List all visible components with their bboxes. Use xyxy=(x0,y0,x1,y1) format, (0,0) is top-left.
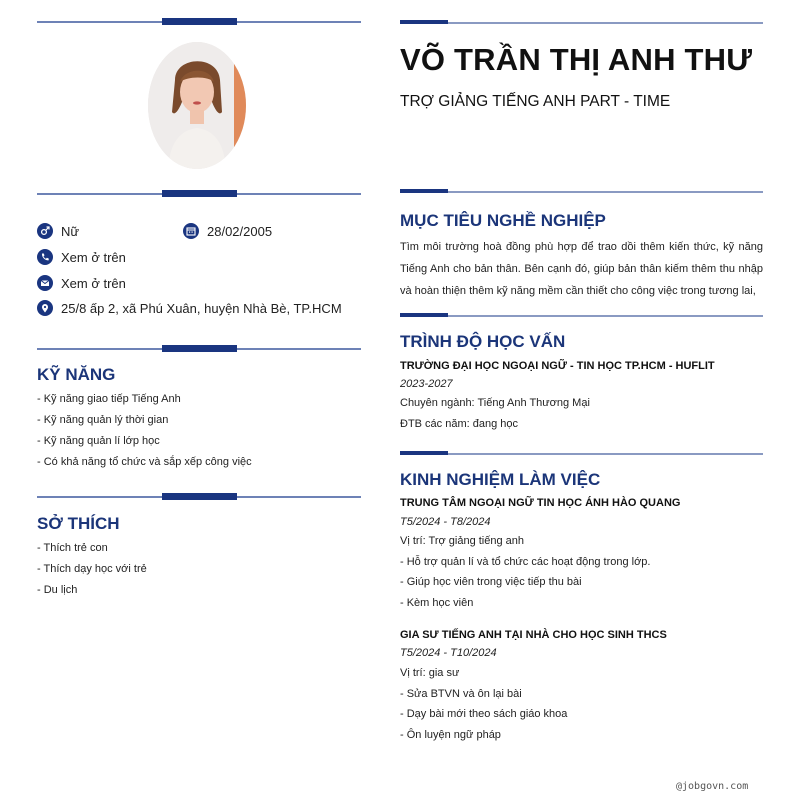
phone-row xyxy=(37,249,126,265)
job-period: T5/2024 - T10/2024 xyxy=(400,647,497,659)
objective-text: Tìm môi trường hoà đồng phù hợp để trao dồi thêm kiến thức, kỹ năng Tiếng Anh cho bản thân. Bên cạnh đó, giúp bản thân kiếm thêm thu nhập và hoàn thiện thêm kỹ năng mềm cần thiết cho công việc trong tương lai, xyxy=(400,241,763,297)
birthday-text: 28/02/2005 xyxy=(207,223,273,239)
school-name: TRƯỜNG ĐẠI HỌC NGOẠI NGỮ - TIN HỌC TP.HCM - HUFLIT xyxy=(400,360,715,372)
calendar-icon xyxy=(183,223,199,239)
address-text: 25/8 ấp 2, xã Phú Xuân, huyện Nhà Bè, TP.HCM xyxy=(61,300,342,316)
gender-row xyxy=(37,223,79,239)
email-icon xyxy=(37,275,53,291)
job-company: TRUNG TÂM NGOẠI NGỮ TIN HỌC ÁNH HÀO QUANG xyxy=(400,497,681,509)
education-divider xyxy=(400,313,763,319)
profile-photo xyxy=(148,42,246,169)
hobby-item: - Du lịch xyxy=(37,584,78,596)
skill-item: - Có khả năng tổ chức và sắp xếp công việc xyxy=(37,456,252,468)
photo-divider xyxy=(37,190,361,199)
email-text: Xem ở trên xyxy=(61,275,126,291)
hobbies-divider xyxy=(37,493,361,502)
education-gpa: ĐTB các năm: đang học xyxy=(400,418,519,430)
skill-item: - Kỹ năng giao tiếp Tiếng Anh xyxy=(37,393,181,405)
job-duty: - Ôn luyện ngữ pháp xyxy=(400,729,501,741)
education-period: 2023-2027 xyxy=(400,378,453,390)
skill-item: - Kỹ năng quản lí lớp học xyxy=(37,435,160,447)
hobbies-title: SỞ THÍCH xyxy=(37,514,120,533)
skill-item: - Kỹ năng quản lý thời gian xyxy=(37,414,169,426)
experience-title: KINH NGHIỆM LÀM VIỆC xyxy=(400,470,601,489)
job-role: Vị trí: Trợ giảng tiếng anh xyxy=(400,535,525,547)
gender-text: Nữ xyxy=(61,223,80,239)
address-row xyxy=(37,300,342,316)
job-company: GIA SƯ TIẾNG ANH TẠI NHÀ CHO HỌC SINH THCS xyxy=(400,629,667,641)
job-title: TRỢ GIẢNG TIẾNG ANH PART - TIME xyxy=(400,93,671,110)
watermark: @jobgovn.com xyxy=(676,781,749,792)
phone-icon xyxy=(37,249,53,265)
hobby-item: - Thích dạy học với trẻ xyxy=(37,563,147,575)
objective-divider xyxy=(400,189,763,195)
job-duty: - Hỗ trợ quản lí và tổ chức các hoạt động trong lớp. xyxy=(400,556,651,568)
experience-divider xyxy=(400,451,763,457)
hobby-item: - Thích trẻ con xyxy=(37,542,108,554)
objective-title: MỤC TIÊU NGHỀ NGHIỆP xyxy=(400,211,606,230)
job-duty: - Sửa BTVN và ôn lại bài xyxy=(400,688,522,700)
email-row xyxy=(37,275,126,291)
gender-icon xyxy=(37,223,53,239)
candidate-name: VÕ TRẦN THỊ ANH THƯ xyxy=(400,42,753,77)
education-major: Chuyên ngành: Tiếng Anh Thương Mại xyxy=(400,397,590,409)
header-divider xyxy=(400,20,763,26)
skills-divider xyxy=(37,345,361,354)
top-left-divider xyxy=(37,18,361,27)
job-period: T5/2024 - T8/2024 xyxy=(400,516,491,528)
job-duty: - Dạy bài mới theo sách giáo khoa xyxy=(400,708,568,720)
location-icon xyxy=(37,300,53,316)
skills-title: KỸ NĂNG xyxy=(37,365,116,384)
job-duty: - Giúp học viên trong việc tiếp thu bài xyxy=(400,576,582,588)
job-role: Vị trí: gia sư xyxy=(400,667,460,679)
education-title: TRÌNH ĐỘ HỌC VẤN xyxy=(400,332,566,351)
birthday-row xyxy=(183,223,272,239)
phone-text: Xem ở trên xyxy=(61,249,126,265)
job-duty: - Kèm học viên xyxy=(400,597,474,609)
